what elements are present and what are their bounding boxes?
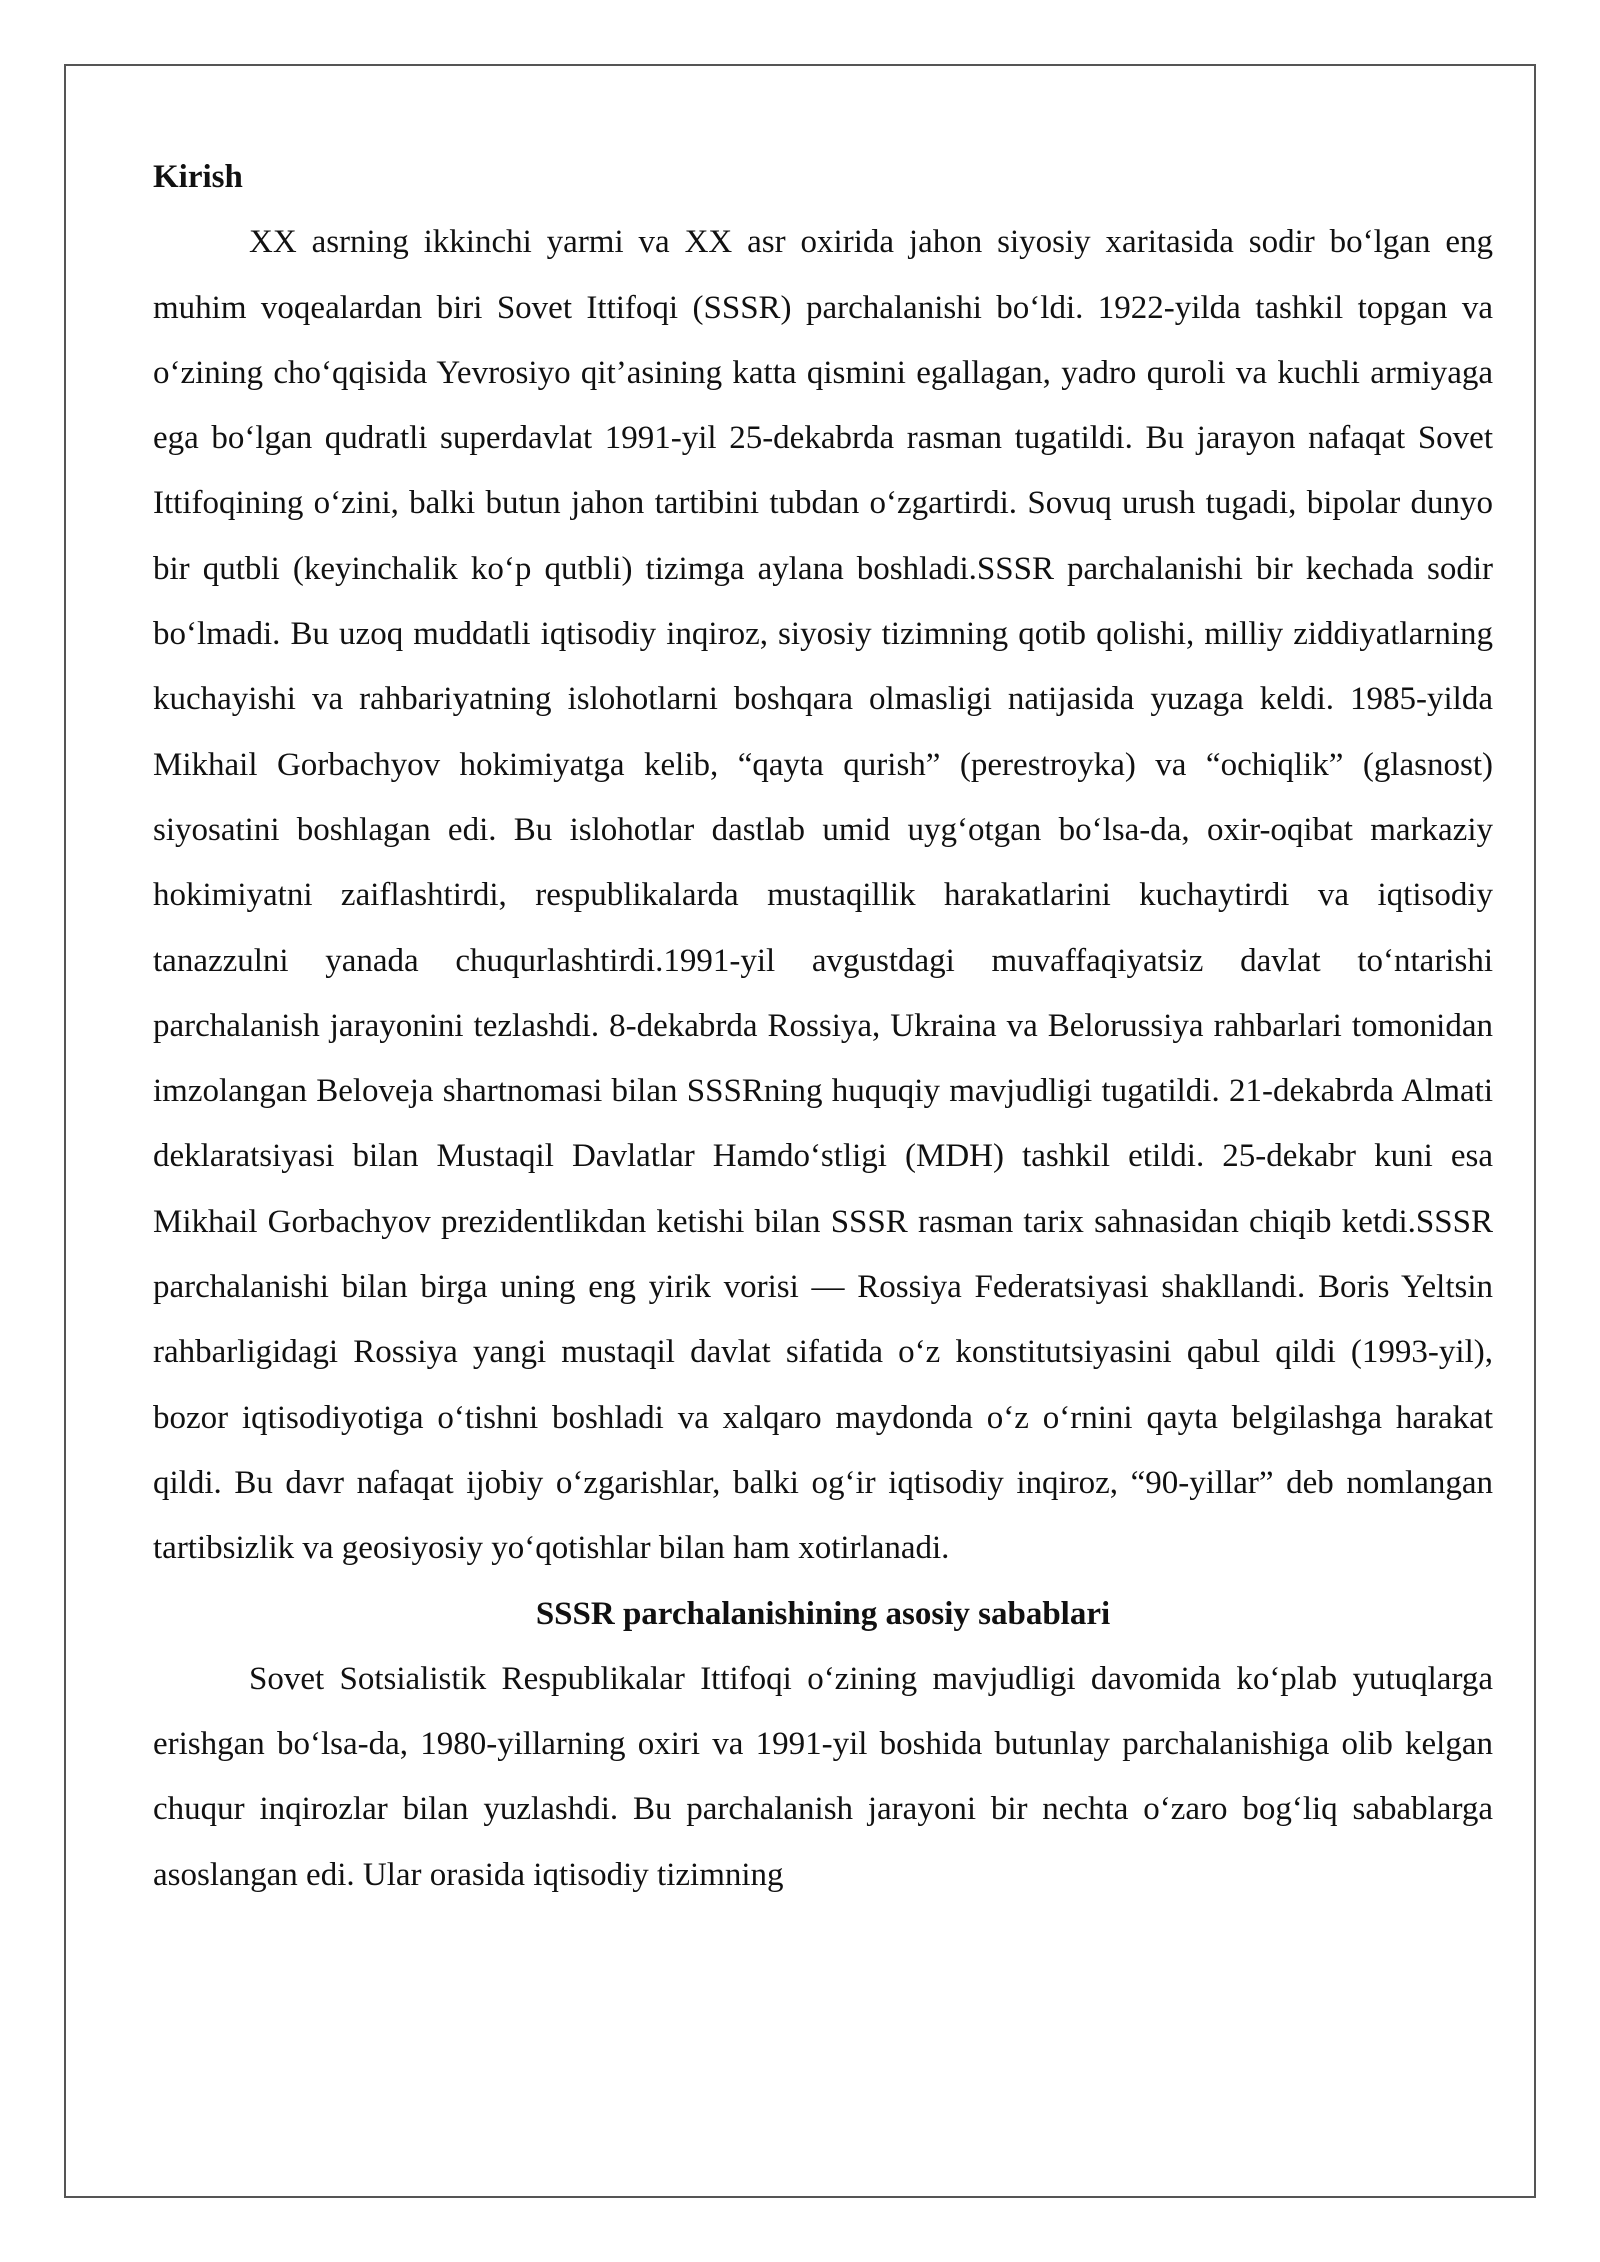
paragraph-intro: XX asrning ikkinchi yarmi va XX asr oxirida jahon siyosiy xaritasida sodir bo‘lgan eng muhim voqealardan biri Sovet Ittifoqi (SSSR) parchalanishi bo‘ldi. 1922-yilda tashkil topgan va o‘zining cho‘qqisida Yevrosiyo qit’asining katta qismini egallagan, yadro quroli va kuchli armiyaga ega bo‘lgan qudratli superdavlat 1991-yil 25-dekabrda rasman tugatildi. Bu jarayon nafaqat Sovet Ittifoqining o‘zini, balki butun jahon tartibini tubdan o‘zgartirdi. Sovuq urush tugadi, bipolar dunyo bir qutbli (keyinchalik ko‘p qutbli) tizimga aylana boshladi.SSSR parchalanishi bir kechada sodir bo‘lmadi. Bu uzoq muddatli iqtisodiy inqiroz, siyosiy tizimning qotib qolishi, milliy ziddiyatlarning kuchayishi va rahbariyatning islohotlarni boshqara olmasligi natijasida yuzaga keldi. 1985-yilda Mikhail Gorbachyov hokimiyatga kelib, “qayta qurish” (perestroyka) va “ochiqlik” (glasnost) siyosatini boshlagan edi. Bu islohotlar dastlab umid uyg‘otgan bo‘lsa-da, oxir-oqibat markaziy hokimiyatni zaiflashtirdi, respublikalarda mustaqillik harakatlarini kuchaytirdi va iqtisodiy tanazzulni yanada chuqurlashtirdi.1991-yil avgustdagi muvaffaqiyatsiz davlat to‘ntarishi parchalanish jarayonini tezlashdi. 8-dekabrda Rossiya, Ukraina va Belorussiya rahbarlari tomonidan imzolangan Beloveja shartnomasi bilan SSSRning huquqiy mavjudligi tugatildi. 21-dekabrda Almati deklaratsiyasi bilan Mustaqil Davlatlar Hamdo‘stligi (MDH) tashkil etildi. 25-dekabr kuni esa Mikhail Gorbachyov prezidentlikdan ketishi bilan SSSR rasman tarix sahnasidan chiqib ketdi.SSSR parchalanishi bilan birga uning eng yirik vorisi — Rossiya Federatsiyasi shakllandi. Boris Yeltsin rahbarligidagi Rossiya yangi mustaqil davlat sifatida o‘z konstitutsiyasini qabul qildi (1993-yil), bozor iqtisodiyotiga o‘tishni boshladi va xalqaro maydonda o‘z o‘rnini qayta belgilashga harakat qildi. Bu davr nafaqat ijobiy o‘zgarishlar, balki og‘ir iqtisodiy inqiroz, “90-yillar” deb nomlangan tartibsizlik va geosiyosiy yo‘qotishlar bilan ham xotirlanadi. [153,224,1493,1567]
section-heading-intro: Kirish [153,159,243,195]
paragraph-causes: Sovet Sotsialistik Respublikalar Ittifoqi o‘zining mavjudligi davomida ko‘plab yutuqlarga erishgan bo‘lsa-da, 1980-yillarning oxiri va 1991-yil boshida butunlay parchalanishiga olib kelgan chuqur inqirozlar bilan yuzlashdi. Bu parchalanish jarayoni bir nechta o‘zaro bog‘liq sabablarga asoslangan edi. Ular orasida iqtisodiy tizimning [153,1660,1493,1893]
section-heading-causes: SSSR parchalanishining asosiy sabablari [535,1595,1111,1632]
document-body [153,145,1493,1908]
